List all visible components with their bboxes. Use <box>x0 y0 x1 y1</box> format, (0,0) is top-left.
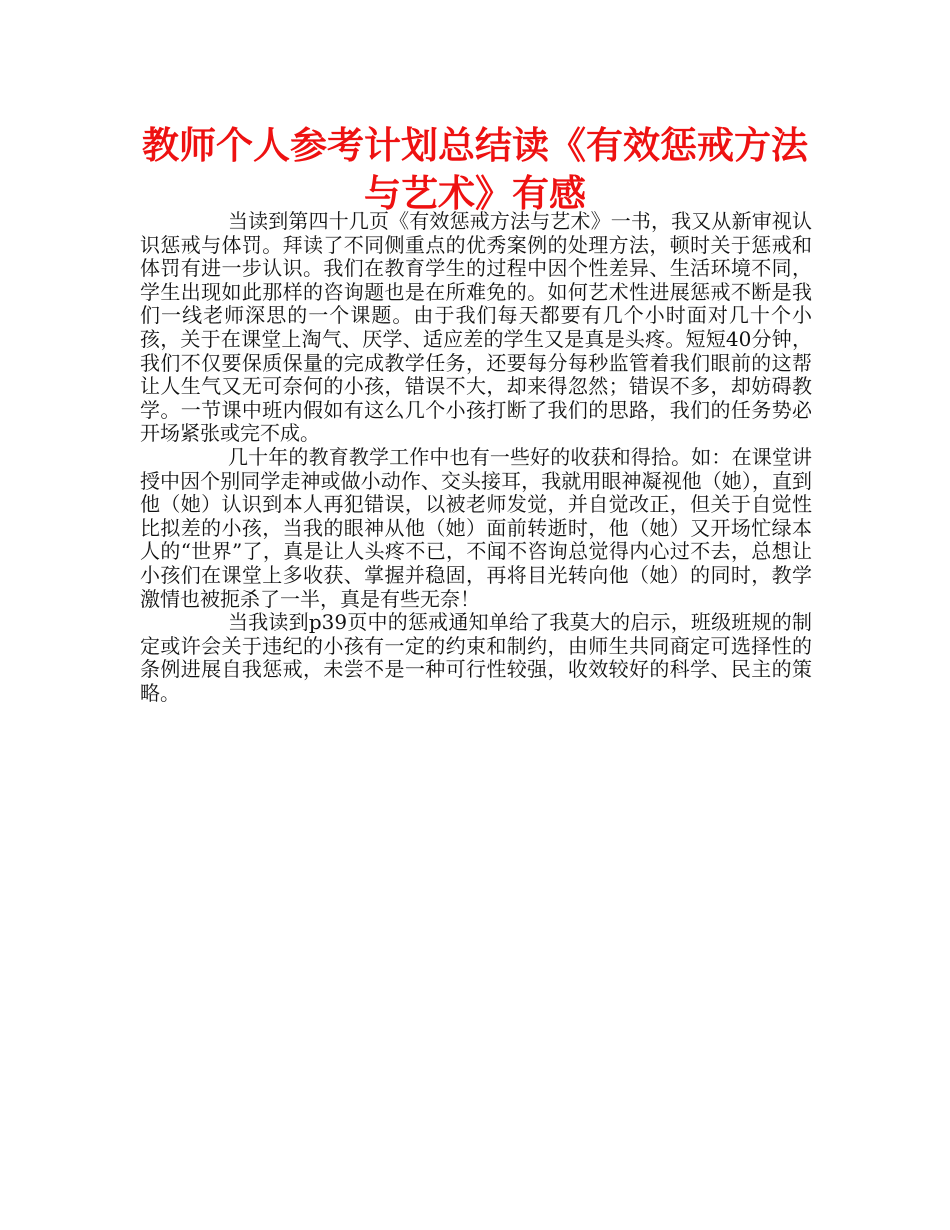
document-title: 教师个人参考计划总结读《有效惩戒方法与艺术》有感 <box>142 124 808 215</box>
paragraph: 当我读到p39页中的惩戒通知单给了我莫大的启示，班级班规的制定或许会关于违纪的小孩有一定的约束和制约，由师生共同商定可选择性的条例进展自我惩戒，未尝不是一种可行性较强，收效较好的科学、民主的策略。 <box>140 610 812 705</box>
paragraph: 几十年的教育教学工作中也有一些好的收获和得拾。如：在课堂讲授中因个别同学走神或做小动作、交头接耳，我就用眼神凝视他（她），直到他（她）认识到本人再犯错误，以被老师发觉，并自觉改正，但关于自觉性比拟差的小孩，当我的眼神从他（她）面前转逝时，他（她）又开场忙绿本人的“世界”了，真是让人头疼不已，不闻不咨询总觉得内心过不去，总想让小孩们在课堂上多收获、掌握并稳固，再将目光转向他（她）的同时，教学激情也被扼杀了一半，真是有些无奈！ <box>140 444 812 611</box>
document-body <box>140 210 812 705</box>
paragraph: 当读到第四十几页《有效惩戒方法与艺术》一书，我又从新审视认识惩戒与体罚。拜读了不同侧重点的优秀案例的处理方法，顿时关于惩戒和体罚有进一步认识。我们在教育学生的过程中因个性差异、生活环境不同，学生出现如此那样的咨询题也是在所难免的。如何艺术性进展惩戒不断是我们一线老师深思的一个课题。由于我们每天都要有几个小时面对几十个小孩，关于在课堂上淘气、厌学、适应差的学生又是真是头疼。短短40分钟，我们不仅要保质保量的完成教学任务，还要每分每秒监管着我们眼前的这帮让人生气又无可奈何的小孩，错误不大，却来得忽然；错误不多，却妨碍教学。一节课中班内假如有这么几个小孩打断了我们的思路，我们的任务势必开场紧张或完不成。 <box>140 209 812 446</box>
